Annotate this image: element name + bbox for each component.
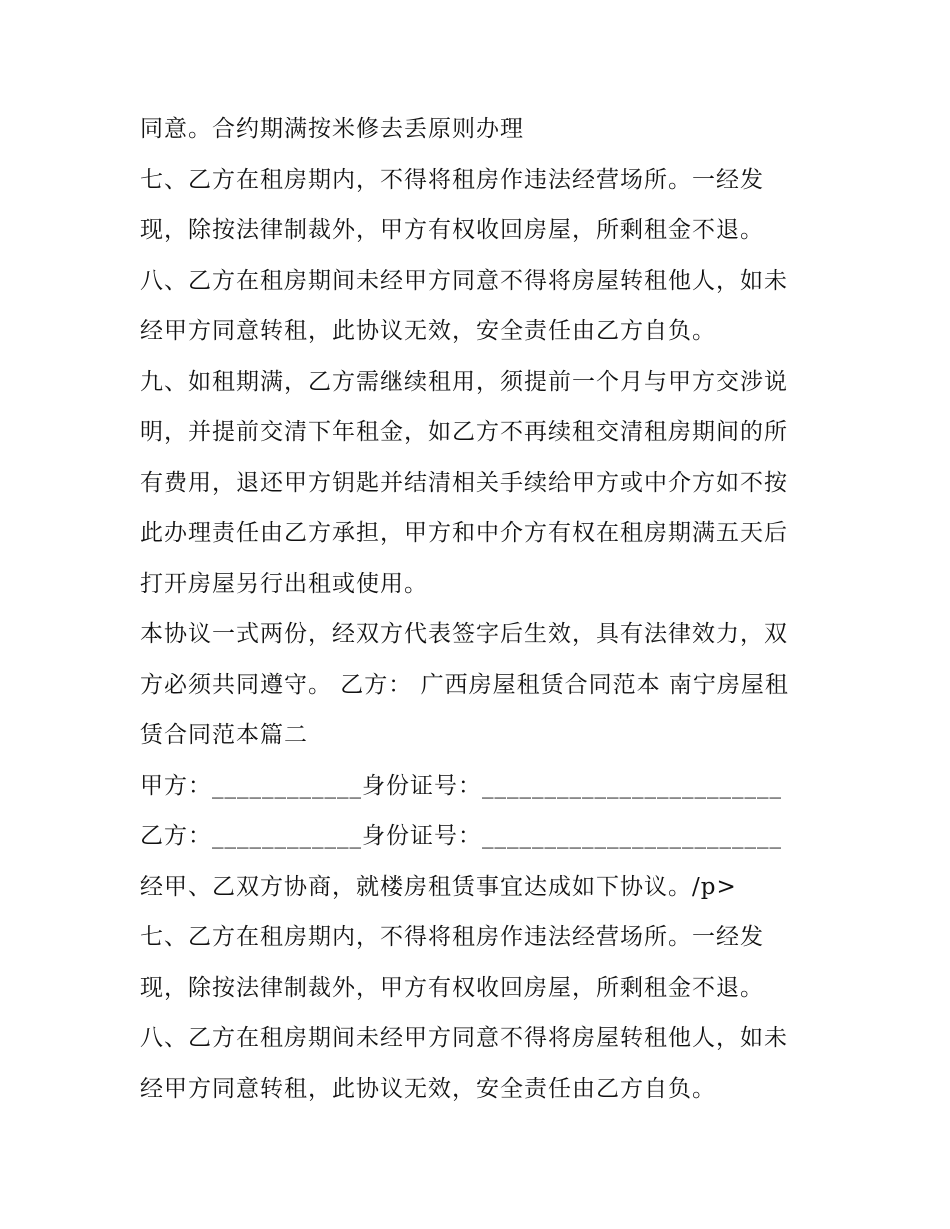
- text-line: 经甲方同意转租，此协议无效，安全责任由乙方自负。: [140, 1075, 716, 1102]
- text-line: 九、如租期满，乙方需继续租用，须提前一个月与甲方交涉说: [140, 368, 788, 395]
- text-line: 经甲、乙双方协商，就楼房租赁事宜达成如下协议。/p>: [140, 873, 737, 900]
- text-line: 八、乙方在租房期间未经甲方同意不得将房屋转租他人，如未: [140, 1025, 788, 1051]
- text-line: 现，除按法律制裁外，甲方有权收回房屋，所剩租金不退。: [140, 217, 764, 243]
- text-line: 现，除按法律制裁外，甲方有权收回房屋，所剩租金不退。: [140, 974, 764, 1001]
- text-line: 明，并提前交清下年租金，如乙方不再续租交清租房期间的所: [140, 419, 788, 445]
- text-line: 八、乙方在租房期间未经甲方同意不得将房屋转租他人，如未: [140, 267, 788, 294]
- text-line: 七、乙方在租房期内，不得将租房作违法经营场所。一经发: [140, 166, 764, 193]
- text-line: 打开房屋另行出租或使用。: [140, 570, 428, 597]
- text-line: 此办理责任由乙方承担，甲方和中介方有权在租房期满五天后: [140, 520, 788, 546]
- text-line: 七、乙方在租房期内，不得将租房作违法经营场所。一经发: [140, 924, 764, 950]
- party-b-id-line: 乙方：____________身份证号：________________________: [140, 823, 782, 849]
- text-line: 有费用，退还甲方钥匙并结清相关手续给甲方或中介方如不按: [140, 469, 788, 496]
- text-line: 同意。合约期满按米修去丢原则办理: [140, 116, 524, 142]
- text-line: 赁合同范本篇二: [140, 722, 308, 748]
- document-body: [140, 104, 820, 1114]
- text-line: 经甲方同意转租，此协议无效，安全责任由乙方自负。: [140, 318, 716, 344]
- text-line: 本协议一式两份，经双方代表签字后生效，具有法律效力，双: [140, 621, 788, 647]
- party-a-id-line: 甲方：____________身份证号：________________________: [140, 772, 782, 799]
- text-line: 方必须共同遵守。 乙方： 广西房屋租赁合同范本 南宁房屋租: [140, 671, 789, 698]
